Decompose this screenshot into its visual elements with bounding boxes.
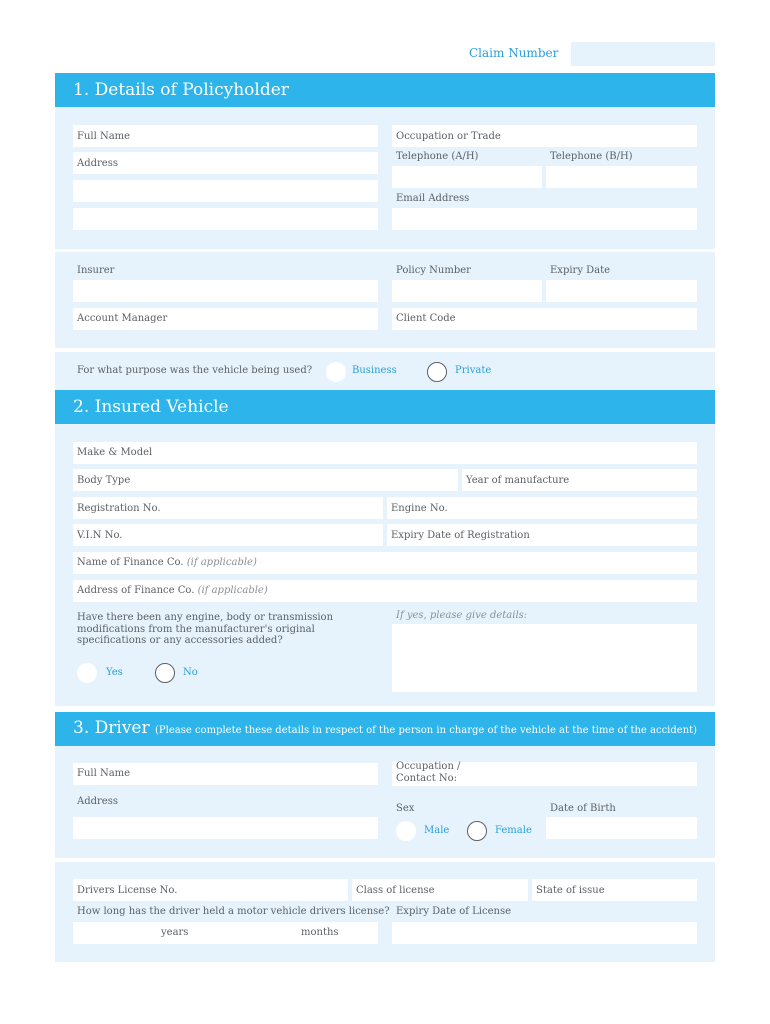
vin-label: V.I.N No.	[77, 530, 123, 541]
driver-full-name-label: Full Name	[77, 768, 131, 779]
driver-occupation-line-2: Contact No:	[396, 773, 458, 784]
finance-name-label	[77, 557, 257, 568]
address-input-2[interactable]	[73, 180, 378, 202]
registration-label: Registration No.	[77, 503, 161, 514]
full-name-label: Full Name	[77, 131, 131, 142]
section-2-title: 2. Insured Vehicle	[73, 397, 229, 417]
section-3-title-row	[73, 718, 697, 738]
year-manufacture-label: Year of manufacture	[466, 475, 570, 486]
modifications-no-radio[interactable]	[155, 663, 175, 683]
modifications-question-line-1: Have there been any engine, body or transmission	[77, 612, 334, 623]
make-model-input[interactable]	[73, 442, 697, 464]
private-label: Private	[455, 365, 492, 376]
female-label: Female	[495, 825, 532, 836]
details-hint: If yes, please give details:	[396, 610, 528, 621]
license-number-label: Drivers License No.	[77, 885, 178, 896]
client-code-label: Client Code	[396, 313, 456, 324]
make-model-label: Make & Model	[77, 447, 153, 458]
modifications-question-line-2: modifications from the manufacturer's original	[77, 624, 315, 635]
section-3-header	[55, 712, 715, 746]
account-manager-label: Account Manager	[77, 313, 168, 324]
claim-number-label: Claim Number	[469, 46, 559, 60]
driver-occupation-line-1: Occupation /	[396, 761, 461, 772]
telephone-bh-input[interactable]	[546, 166, 697, 188]
license-class-label: Class of license	[356, 885, 435, 896]
business-label: Business	[352, 365, 397, 376]
date-of-birth-input[interactable]	[546, 817, 697, 839]
male-label: Male	[424, 825, 450, 836]
modifications-yes-label: Yes	[106, 667, 123, 678]
driver-address-label: Address	[77, 796, 118, 807]
modifications-no-label: No	[183, 667, 198, 678]
male-radio[interactable]	[396, 821, 416, 841]
telephone-ah-label: Telephone (A/H)	[396, 151, 479, 162]
modifications-details-input[interactable]	[392, 624, 697, 692]
private-radio[interactable]	[427, 362, 447, 382]
modifications-yes-radio[interactable]	[77, 663, 97, 683]
finance-address-label	[77, 585, 268, 596]
state-of-issue-label: State of issue	[536, 885, 605, 896]
address-input-3[interactable]	[73, 208, 378, 230]
email-input[interactable]	[392, 208, 697, 230]
expiry-license-label: Expiry Date of License	[396, 906, 511, 917]
section-2-header	[55, 390, 715, 424]
address-input-1[interactable]	[73, 152, 378, 174]
driver-occupation-label	[396, 761, 460, 785]
policy-number-label: Policy Number	[396, 265, 471, 276]
section-3-title: 3. Driver	[73, 718, 150, 738]
expiry-registration-label: Expiry Date of Registration	[391, 530, 530, 541]
finance-address-if-applicable: (if applicable)	[197, 585, 268, 596]
insurer-label: Insurer	[77, 265, 115, 276]
body-type-label: Body Type	[77, 475, 131, 486]
policy-number-input[interactable]	[392, 280, 542, 302]
telephone-ah-input[interactable]	[392, 166, 542, 188]
finance-name-text: Name of Finance Co.	[77, 557, 184, 568]
license-held-question: How long has the driver held a motor vehicle drivers license?	[77, 906, 390, 917]
expiry-date-input[interactable]	[546, 280, 697, 302]
months-label: months	[301, 927, 339, 938]
section-1-header	[55, 73, 715, 107]
date-of-birth-label: Date of Birth	[550, 803, 616, 814]
email-label: Email Address	[396, 193, 470, 204]
finance-address-text: Address of Finance Co.	[77, 585, 195, 596]
years-label: years	[161, 927, 189, 938]
sex-label: Sex	[396, 803, 415, 814]
expiry-date-label: Expiry Date	[550, 265, 611, 276]
driver-address-input[interactable]	[73, 817, 378, 839]
claim-number-input[interactable]	[571, 42, 715, 66]
business-radio[interactable]	[326, 362, 346, 382]
modifications-question-line-3: specifications or any accessories added?	[77, 635, 283, 646]
occupation-label: Occupation or Trade	[396, 131, 501, 142]
insurer-input[interactable]	[73, 280, 378, 302]
telephone-bh-label: Telephone (B/H)	[550, 151, 633, 162]
address-label: Address	[77, 158, 118, 169]
body-type-input[interactable]	[73, 469, 458, 491]
purpose-question: For what purpose was the vehicle being used?	[77, 365, 313, 376]
section-3-subtitle: (Please complete these details in respect of the person in charge of the vehicle at the time of the accident)	[155, 725, 698, 736]
section-1-title: 1. Details of Policyholder	[73, 80, 289, 100]
finance-name-if-applicable: (if applicable)	[186, 557, 257, 568]
engine-label: Engine No.	[391, 503, 448, 514]
expiry-license-input[interactable]	[392, 922, 697, 944]
female-radio[interactable]	[467, 821, 487, 841]
